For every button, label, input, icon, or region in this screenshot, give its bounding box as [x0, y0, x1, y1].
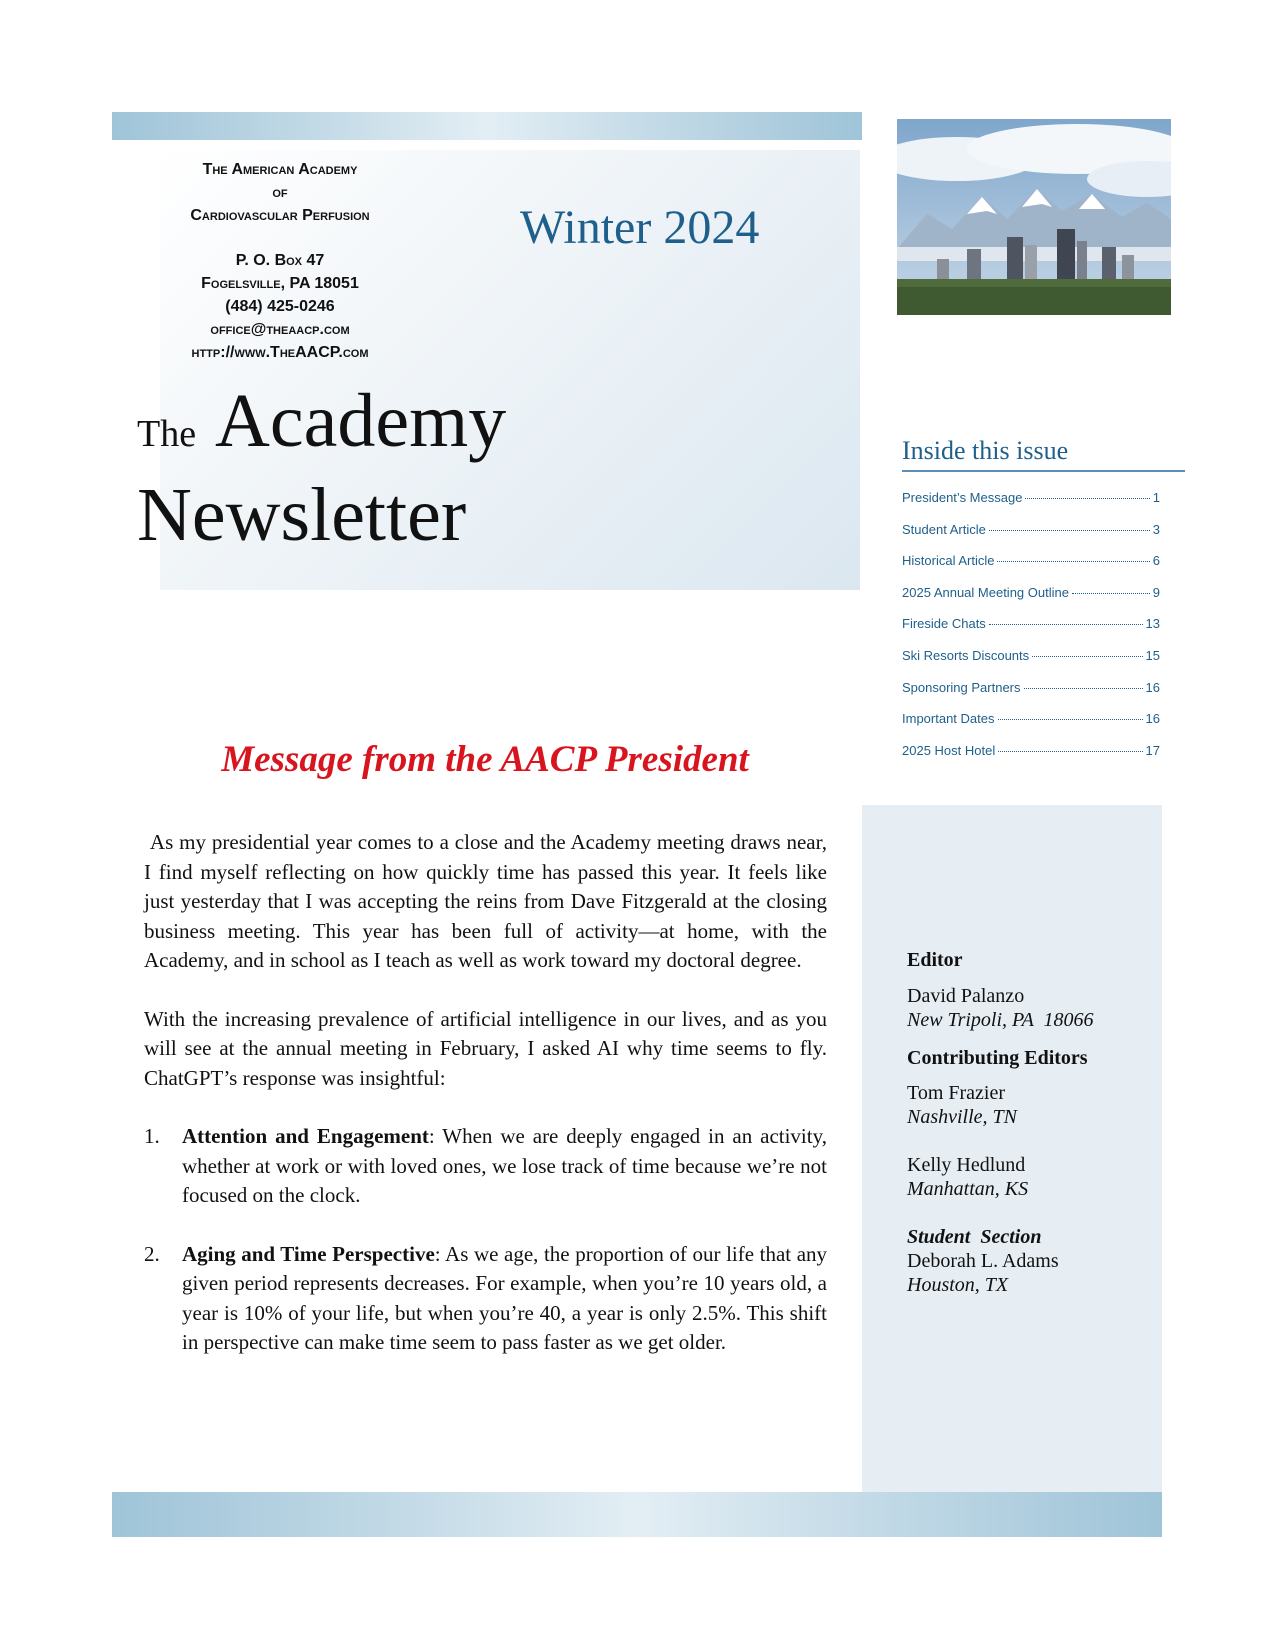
bottom-decorative-band	[112, 1492, 1162, 1537]
paragraph: With the increasing prevalence of artificial intelligence in our lives, and as you will see at the annual meeting in February, I asked AI why time seems to fly. ChatGPT’s response was insightful:	[144, 1006, 827, 1090]
contributor-name: Kelly Hedlund	[907, 1154, 1026, 1176]
list-term: Attention and Engagement	[182, 1124, 429, 1148]
table-of-contents	[902, 490, 1160, 774]
list-number: 1.	[144, 1124, 160, 1148]
contributor-location: Nashville, TN	[907, 1106, 1018, 1128]
contributor-name: Tom Frazier	[907, 1082, 1006, 1104]
title-the: The	[137, 413, 197, 455]
toc-item[interactable]: Ski Resorts Discounts 15	[902, 647, 1160, 663]
city-state: Fogelsville, PA 18051	[201, 275, 359, 292]
toc-item[interactable]: Important Dates 16	[902, 711, 1160, 727]
contributor-location: Manhattan, KS	[907, 1178, 1029, 1200]
org-line-3: Cardiovascular Perfusion	[190, 207, 370, 224]
po-box: P. O. Box 47	[235, 252, 325, 269]
denver-skyline-photo	[897, 119, 1171, 315]
masthead-address	[150, 158, 410, 364]
message-body	[144, 828, 833, 1387]
email: office@theaacp.com	[210, 321, 350, 338]
toc-item[interactable]: 2025 Annual Meeting Outline 9	[902, 584, 1160, 600]
contributing-editors-heading: Contributing Editors	[907, 1047, 1088, 1069]
org-line-1: The American Academy	[202, 161, 358, 178]
student-editor-location: Houston, TX	[907, 1274, 1009, 1296]
toc-item[interactable]: Sponsoring Partners 16	[902, 679, 1160, 695]
toc-item[interactable]: Fireside Chats 13	[902, 616, 1160, 632]
student-editor-name: Deborah L. Adams	[907, 1250, 1059, 1272]
editor-sidebar	[862, 805, 1162, 1492]
editor-heading: Editor	[907, 949, 963, 971]
list-term: Aging and Time Perspective	[182, 1241, 435, 1266]
student-section-heading: Student Section	[907, 1226, 1042, 1248]
paragraph: As my presidential year comes to a close and the Academy meeting draws near, I find myself reflecting on how quickly time has passed this year. It feels like just yesterday that I was accepting the reins from Dave Fitzgerald at the closing business meeting. This year has been full of activity—at home, with the Academy, and in school as I teach as well as work toward my doctoral degree.	[144, 830, 833, 972]
list-text: : When we are deeply engaged in an activity, whether at work or with loved ones, we lose track of time because we’re not focused on the clock.	[182, 1124, 827, 1207]
title-newsletter: Newsletter	[137, 473, 467, 557]
top-decorative-band	[112, 112, 862, 140]
list-number: 2.	[144, 1241, 160, 1266]
toc-item[interactable]: Historical Article 6	[902, 553, 1160, 569]
toc-item[interactable]: Student Article 3	[902, 521, 1160, 537]
list-item	[144, 1122, 827, 1211]
inside-issue-heading: Inside this issue	[902, 436, 1185, 472]
ai-response-list	[144, 1122, 827, 1358]
website: http://www.TheAACP.com	[191, 344, 369, 361]
phone: (484) 425-0246	[225, 298, 335, 315]
toc-item[interactable]: 2025 Host Hotel 17	[902, 742, 1160, 758]
toc-item[interactable]: President’s Message 1	[902, 490, 1160, 505]
editor-location: New Tripoli, PA 18066	[907, 1009, 1094, 1031]
issue-date: Winter 2024	[520, 201, 760, 254]
editor-name: David Palanzo	[907, 985, 1025, 1007]
org-line-2: of	[272, 184, 288, 201]
list-text: : As we age, the proportion of our life that any given period represents decreases. For example, when you’re 10 years old, a year is 10% of your life, but when you’re 40, a year is only 2.5%. This shift in perspective can make time seem to pass faster as we get older.	[182, 1241, 828, 1354]
message-heading: Message from the AACP President	[221, 739, 749, 780]
title-academy: Academy	[215, 379, 507, 463]
list-item	[144, 1240, 827, 1358]
